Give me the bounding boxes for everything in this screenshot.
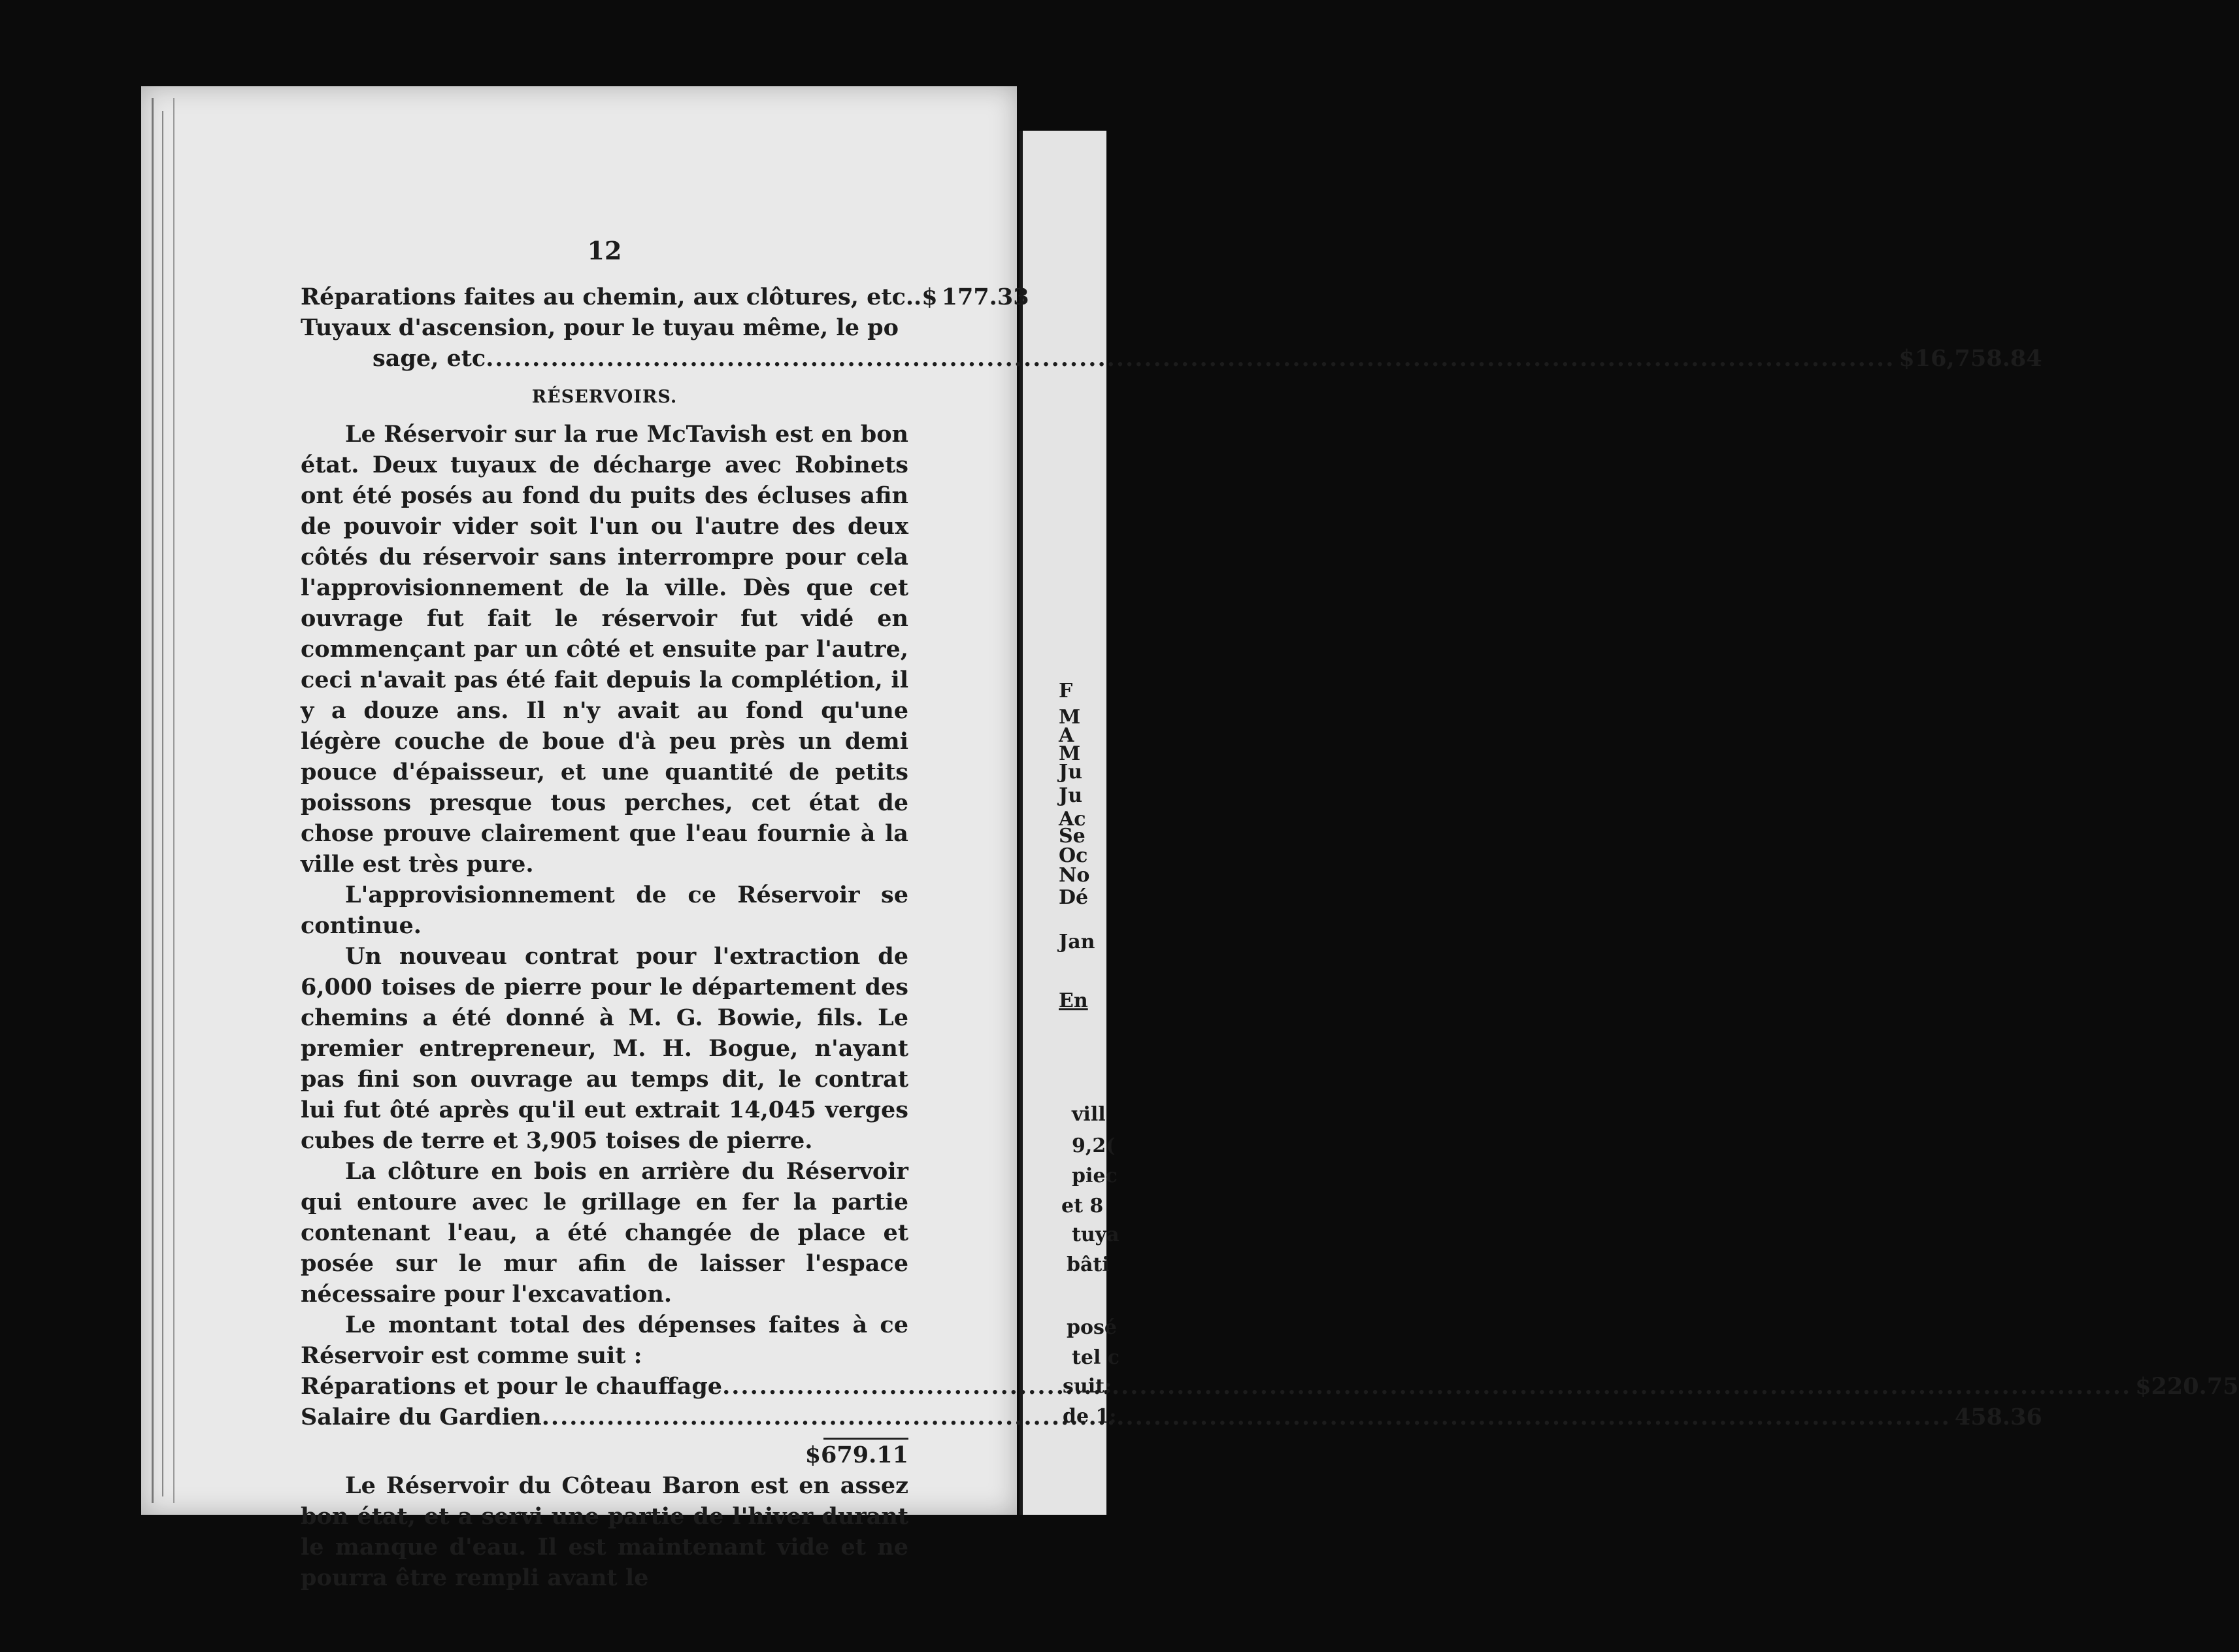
closing-paragraph: Le Réservoir du Côteau Baron est en assez bon état, et a servi une partie de l'hiver durant le manque d'eau. Il est maintenant vide et ne pourra être rempli avant le xyxy=(301,1472,908,1591)
item-label: Réparations faites au chemin, aux clôtures, etc..$ xyxy=(301,284,938,310)
item-label: sage, etc xyxy=(373,345,486,372)
right-fragment: Ju xyxy=(1059,761,1083,784)
right-fragment: et 8 xyxy=(1061,1195,1104,1217)
expenses-total: $679.11 xyxy=(804,1442,908,1468)
right-fragment: vill xyxy=(1072,1103,1106,1126)
right-fragment: tel c xyxy=(1072,1346,1120,1369)
page-edge-shadow-inner xyxy=(162,111,170,1496)
paragraph: Le Réservoir sur la rue McTavish est en bon état. Deux tuyaux de décharge avec Robinets ont été posés au fond du puits des écluses afin de pouvoir vider soit l'un ou l'autre des deux côtés du réservoir sans interrompre pour cela l'approvisionnement de la ville. Dès que cet ouvrage fut fait le réservoir fut vidé en commençant par un côté et ensuite par l'autre, ceci n'avait pas été fait depuis la complétion, il y a douze ans. Il n'y avait au fond qu'une légère couche de boue d'à peu près un demi pouce d'épaisseur, et une quantité de petits poissons presque tous perches, cet état de chose prouve clairement que l'eau fournie à la ville est très pure. xyxy=(301,421,908,878)
right-fragment: piec xyxy=(1072,1165,1118,1187)
item-amount: 177.33 xyxy=(941,284,1029,310)
right-fragment: Ju xyxy=(1059,784,1083,807)
right-fragment: 9,2( xyxy=(1072,1134,1116,1157)
leader-dots xyxy=(542,1402,1951,1432)
right-fragment: Ac xyxy=(1059,808,1086,831)
expense-amount: 458.36 xyxy=(1954,1404,2042,1430)
right-fragment: Oc xyxy=(1059,844,1088,867)
item-amount: $16,758.84 xyxy=(1899,345,2042,372)
paragraph: La clôture en bois en arrière du Réservoir qui entoure avec le grillage en fer la partie contenant l'eau, a été changée de place et posée sur le mur afin de laisser l'espace nécessaire pour l'excavation. xyxy=(301,1158,908,1308)
expense-amount: $220.75 xyxy=(2135,1373,2239,1400)
right-fragment: Jan xyxy=(1059,931,1095,953)
item-row-1 xyxy=(301,282,1029,312)
paragraph: Le montant total des dépenses faites à ce Réservoir est comme suit : xyxy=(301,1312,908,1369)
section-heading: RÉSERVOIRS. xyxy=(531,387,678,407)
right-fragment: F xyxy=(1059,680,1073,702)
right-fragment: A xyxy=(1059,724,1074,747)
leader-dots xyxy=(722,1371,2131,1402)
item-row-2 xyxy=(301,312,908,343)
right-fragment: tuya xyxy=(1072,1223,1120,1246)
right-fragment: suit: xyxy=(1063,1375,1112,1398)
expense-label: Réparations et pour le chauffage xyxy=(301,1373,723,1400)
paragraph: Un nouveau contrat pour l'extraction de 6,000 toises de pierre pour le département des chemins a été donné à M. G. Bowie, fils. Le premier entrepreneur, M. H. Bogue, n'ayant pas fini son ouvrage au temps dit, le contrat lui fut ôté après qu'il eut extrait 14,045 verges cubes de terre et 3,905 toises de pierre. xyxy=(301,943,908,1154)
paragraph: L'approvisionnement de ce Réservoir se continue. xyxy=(301,882,908,939)
right-fragment: Dé xyxy=(1059,886,1089,909)
right-fragment: bâti xyxy=(1067,1253,1110,1276)
right-fragment: de 1: xyxy=(1063,1405,1117,1428)
leader-dots xyxy=(486,343,1895,374)
item-row-3 xyxy=(301,343,2042,374)
right-fragment: posé xyxy=(1067,1316,1117,1339)
item-label: Tuyaux d'ascension, pour le tuyau même, le po xyxy=(301,314,899,341)
right-fragment: En xyxy=(1059,989,1088,1012)
right-fragment: No xyxy=(1059,864,1090,887)
right-fragment: M xyxy=(1059,742,1081,765)
page-number: 12 xyxy=(587,236,622,265)
right-fragment: Se xyxy=(1059,825,1086,848)
expense-label: Salaire du Gardien xyxy=(301,1404,542,1430)
right-fragment: M xyxy=(1059,706,1081,729)
